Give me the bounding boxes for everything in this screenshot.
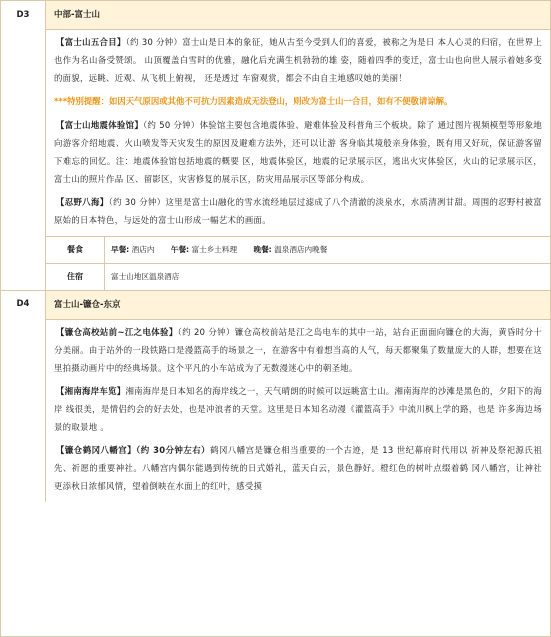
paragraph-earthquake-museum — [54, 116, 542, 188]
attraction-text: （约 30 分钟）富士山是日本的象征，她从古至今受到人们的喜爱，被称之为是日 本人心灵的归宿，在世界上也作为名山备受赞颂。 山顶覆盖白雪时的优雅，融化后充满生机勃勃的雄 姿，随着四季的变迁，富士山也向世人展示着她多变的面貌，远眺、近观、从飞机上俯视， 还是透过 车窗观赏，都会不由自主地感叹她的美丽！ — [54, 37, 543, 83]
day-row-d4 — [1, 291, 550, 502]
meals-list — [105, 237, 550, 263]
day-description — [46, 30, 550, 236]
day-route-title: 富士山-镰仓-东京 — [46, 291, 550, 320]
attraction-text: 湘南海岸是日本知名的海岸线之一，天气晴朗的时候可以远眺富士山。湘南海岸的沙滩是黑色的，夕阳下的海岸 线很美，是情侣约会的好去处，也是冲浪者的天堂。这里是日本知名动漫《灌篮高手》中流川枫上学的路，也是 许多海边场景的取景地 。 — [54, 386, 542, 432]
lodging-value: 富士山地区温泉酒店 — [111, 272, 180, 281]
meal-breakfast: 早餐: 酒店内 — [111, 245, 155, 254]
paragraph-shonan-coast — [54, 382, 542, 436]
meal-dinner: 晚餐: 温泉酒店内晚餐 — [253, 245, 328, 254]
meal-lunch: 午餐: 富士乡土料理 — [170, 245, 238, 254]
paragraph-mt-fuji-5th-station — [54, 33, 542, 87]
day-row-d3 — [1, 1, 550, 291]
day-number: D3 — [1, 1, 46, 290]
special-notice: ***特别提醒：如因天气原因或其他不可抗力因素造成无法登山，则改为富士山一合目，如有不便敬请谅解。 — [54, 96, 453, 106]
attraction-text: （约 50 分钟）体验馆主要包含地震体验、避难体验及科普角三个板块。除了 通过图片视频模型等形象地向游客介绍地震、火山喷发等天灾发生的原因及避难方法外，还可以让游 客身临其境般亲身体验，既有用又好玩，保证游客留下难忘的回忆。注：地震体验馆包括地震的概要 区，地震体验区，地震的记录展示区，逃出火灾体验区，火山的记录展示区，富士山的照片作品 区、留影区，灾害修复的展示区，防灾用品展示区等部分构成。 — [54, 120, 543, 184]
paragraph-kamakura-station — [54, 323, 542, 377]
attraction-title: 【忍野八海】 — [56, 197, 109, 207]
attraction-text: （约 20 分钟）镰仓高校前站是江之岛电车的其中一站，站台正面面向镰仓的大海，黄昏时分十分美丽。由于站外的一段铁路口是漫篮高手的场景之一，在游客中有着想当高的人气，每天都聚集了数量庞大的人群，想要在这里拍摄动画片中的经典场景。这个平凡的小车站成为了无数漫迷心中的朝圣地。 — [54, 327, 543, 373]
attraction-title: 【富士山地震体验馆】 — [56, 120, 144, 130]
lodging-label: 住宿 — [46, 264, 105, 290]
attraction-text: 鹤冈八幡宫是镰仓相当重要的一个古迹，是 13 世纪幕府时代用以 祈神及祭祀源氏祖先、祈愿的重要神社。八幡宫内偶尔能遇到传统的日式婚礼，蓝天白云，景色静好。橙红色的树叶点缀着鹤 冈八幡宫，让神社更添秋日浓郁风情，望着倒映在水面上的红叶，感受摸 — [54, 445, 543, 491]
attraction-title: 【镰仓鹤冈八幡宫】（约 30分钟左右） — [56, 445, 211, 455]
paragraph-tsurugaoka-hachimangu — [54, 441, 542, 495]
meals-row — [46, 236, 550, 263]
lodging-row — [46, 263, 550, 290]
attraction-text: （约 30 分钟）这里是富士山融化的雪水流经地层过滤成了八个清澈的淡泉水，水质清冽甘甜。周围的忍野村被富原始的日本特色，与远处的富士山形成一幅艺术的画面。 — [54, 197, 542, 225]
attraction-title: 【富士山五合目】 — [56, 37, 126, 47]
attraction-title: 【镰仓高校站前~江之电体验】 — [56, 327, 178, 337]
day-route-title: 中部-富士山 — [46, 1, 550, 30]
meals-label: 餐食 — [46, 237, 105, 263]
day-number: D4 — [1, 291, 46, 502]
attraction-title: 【湘南海岸车览】 — [56, 386, 126, 396]
day-description — [46, 320, 550, 502]
paragraph-oshino-hakkai — [54, 193, 542, 229]
